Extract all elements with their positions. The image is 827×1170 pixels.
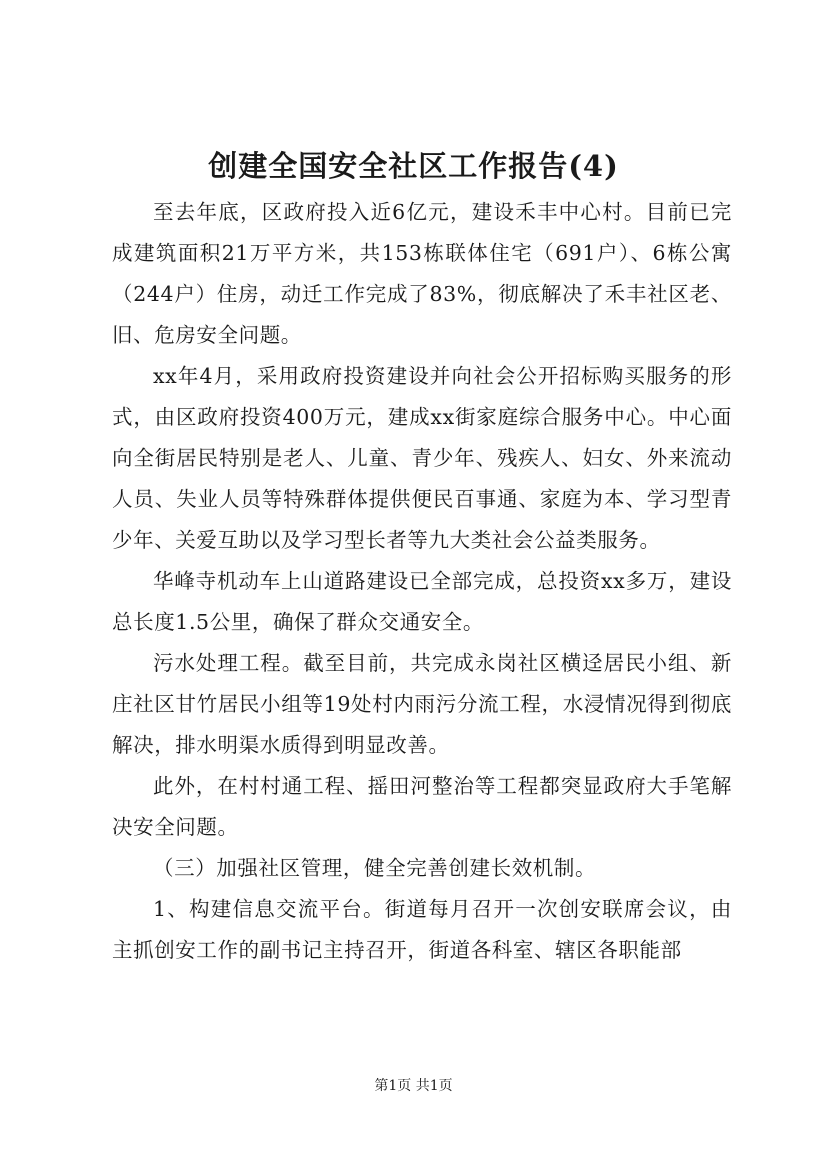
- document-body: [112, 192, 732, 971]
- paragraph-6: （三）加强社区管理，健全完善创建长效机制。: [153, 856, 597, 880]
- paragraph-3: 华峰寺机动车上山道路建设已全部完成，总投资xx多万，建设总长度1.5公里，确保了群众交通安全。: [112, 569, 732, 634]
- page-footer: 第1页 共1页: [374, 1078, 453, 1094]
- paragraph-7: 1、构建信息交流平台。街道每月召开一次创安联席会议，由主抓创安工作的副书记主持召开，街道各科室、辖区各职能部: [112, 897, 732, 962]
- paragraph-4: 污水处理工程。截至目前，共完成永岗社区横迳居民小组、新庄社区甘竹居民小组等19处村内雨污分流工程，水浸情况得到彻底解决，排水明渠水质得到明显改善。: [112, 651, 732, 757]
- document-title: 创建全国安全社区工作报告(4): [208, 149, 619, 183]
- paragraph-2: xx年4月，采用政府投资建设并向社会公开招标购买服务的形式，由区政府投资400万元，建成xx街家庭综合服务中心。中心面向全街居民特别是老人、儿童、青少年、残疾人、妇女、外来流动人员、失业人员等特殊群体提供便民百事通、家庭为本、学习型青少年、关爱互助以及学习型长者等九大类社会公益类服务。: [112, 364, 732, 552]
- paragraph-5: 此外，在村村通工程、摇田河整治等工程都突显政府大手笔解决安全问题。: [112, 774, 732, 839]
- paragraph-1: 至去年底，区政府投入近6亿元，建设禾丰中心村。目前已完成建筑面积21万平方米，共153栋联体住宅（691户）、6栋公寓（244户）住房，动迁工作完成了83%，彻底解决了禾丰社区老、旧、危房安全问题。: [112, 200, 732, 347]
